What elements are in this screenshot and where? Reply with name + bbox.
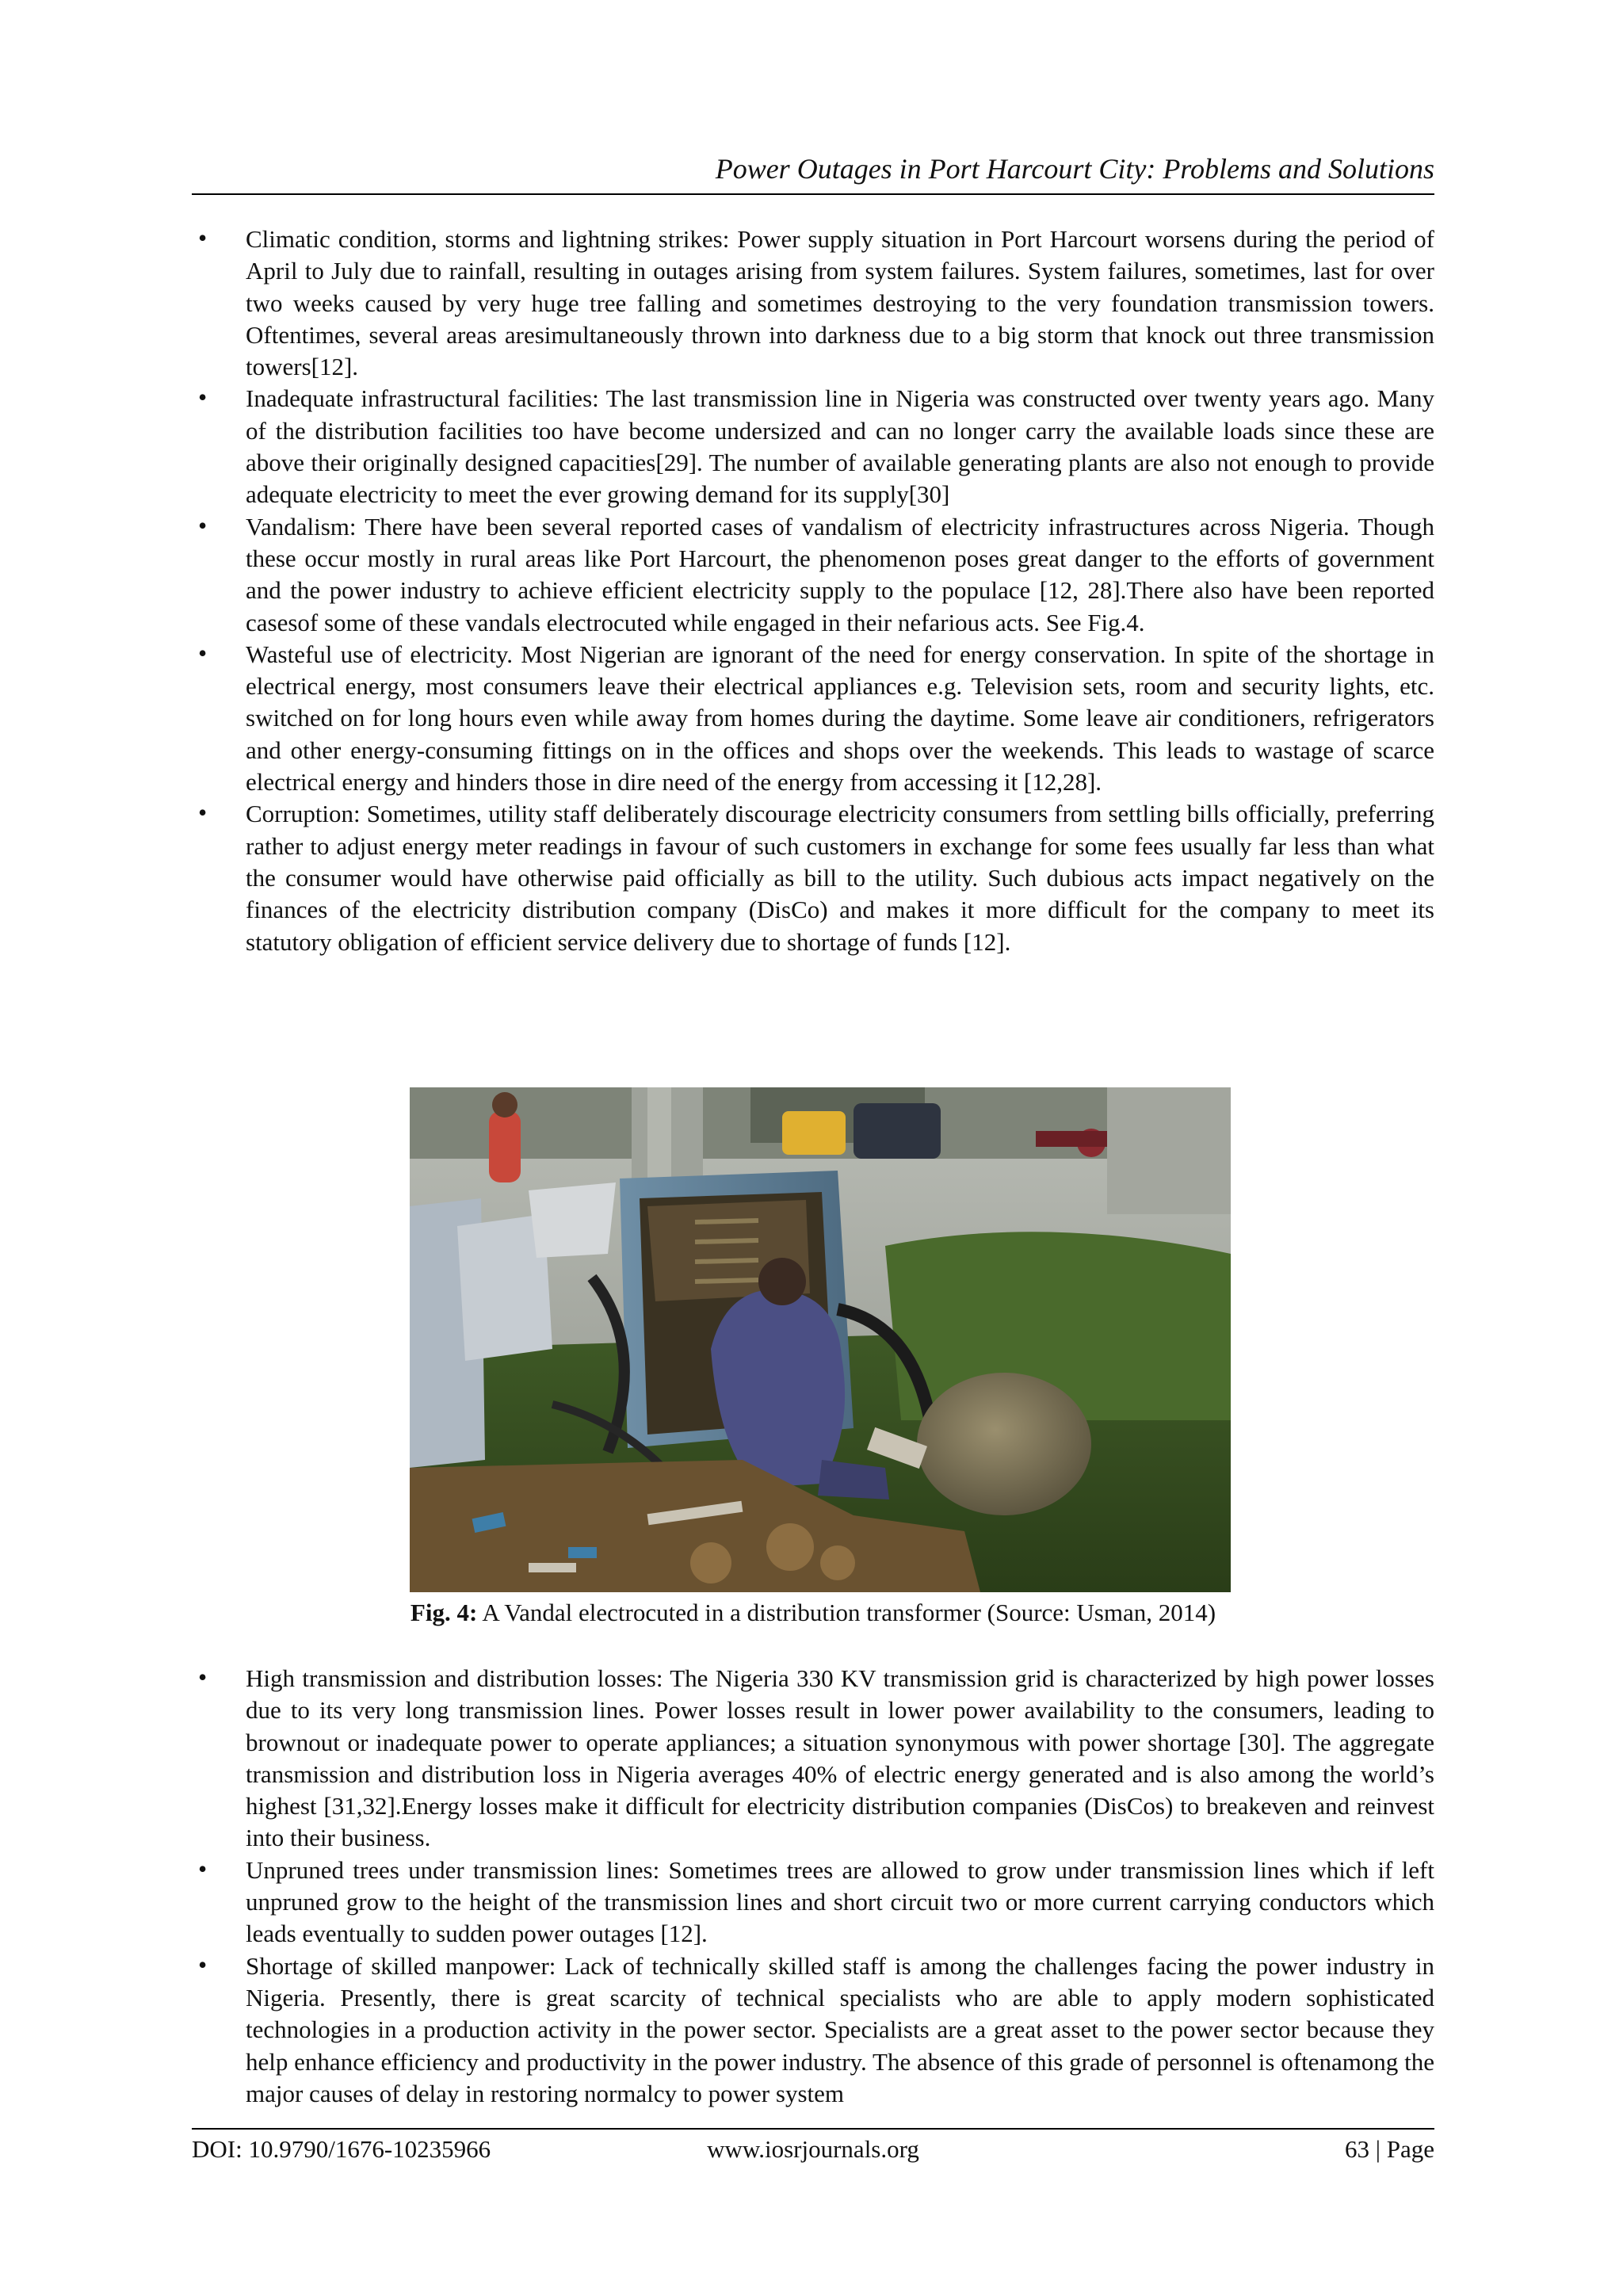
figure-label: Fig. 4:	[410, 1599, 478, 1626]
bullet-text-wasteful-use: • Wasteful use of electricity. Most Nigerian are ignorant of the need for energy conservation. In spite of the shortage in electrical energy, most consumers leave their electrical appliances e.g. Television sets, room and security lights, etc. switched on for long hours even while away from homes during the daytime. Some leave air conditioners, refrigerators and other energy-consuming fittings on in the offices and shops over the weekends. This leads to wastage of scarce electrical energy and hinders those in dire need of the energy from accessing it [12,28].	[246, 640, 1434, 797]
bullet-text-vandalism: • Vandalism: There have been several reported cases of vandalism of electricity infrastructures across Nigeria. Though these occur mostly in rural areas like Port Harcourt, the phenomenon poses great danger to the efforts of government and the power industry to achieve efficient electricity supply to the populace [12, 28].There also have been reported casesof some of these vandals electrocuted while engaged in their nefarious acts. See Fig.4.	[246, 512, 1434, 636]
footer-rule	[192, 2128, 1434, 2130]
page-footer	[192, 2134, 1434, 2165]
footer-website: www.iosrjournals.org	[707, 2135, 919, 2163]
bullet-text-unpruned-trees: • Unpruned trees under transmission lines: Sometimes trees are allowed to grow under transmission lines which if left unpruned grow to the height of the transmission lines and short circuit two or more current carrying conductors which leads eventually to sudden power outages [12].	[246, 1855, 1434, 1948]
footer-page-number: 63 | Page	[1345, 2135, 1434, 2163]
list-item	[192, 223, 1434, 383]
list-item	[192, 639, 1434, 798]
bullet-text-infrastructure: • Inadequate infrastructural facilities: The last transmission line in Nigeria was constructed over twenty years ago. Many of the distribution facilities too have become undersized and can no longer carry the available loads since these are above their originally designed capacities[29]. The number of available generating plants are also not enough to provide adequate electricity to meet the ever growing demand for its supply[30]	[246, 384, 1434, 509]
bullet-list-bottom	[192, 1663, 1434, 2110]
running-header: Power Outages in Port Harcourt City: Problems and Solutions	[715, 153, 1434, 185]
list-item	[192, 1663, 1434, 1855]
figure-photo	[410, 1087, 1231, 1592]
footer-doi: DOI: 10.9790/1676-10235966	[192, 2135, 491, 2163]
figure-caption-text: A Vandal electrocuted in a distribution transformer (Source: Usman, 2014)	[477, 1599, 1216, 1626]
list-item	[192, 798, 1434, 957]
list-item	[192, 1855, 1434, 1950]
list-item	[192, 1950, 1434, 2110]
figure-caption	[192, 1597, 1434, 1629]
header-rule	[192, 193, 1434, 195]
bullet-text-climatic: • Climatic condition, storms and lightning strikes: Power supply situation in Port Harcourt worsens during the period of April to July due to rainfall, resulting in outages arising from system failures. System failures, sometimes, last for over two weeks caused by very huge tree falling and sometimes destroying to the very foundation transmission towers. Oftentimes, several areas aresimultaneously thrown into darkness due to a big storm that knock out three transmission towers[12].	[246, 225, 1434, 381]
list-item	[192, 511, 1434, 639]
bullet-text-corruption: • Corruption: Sometimes, utility staff deliberately discourage electricity consumers from settling bills officially, preferring rather to adjust energy meter readings in favour of such customers in exchange for some fees usually far less than what the consumer would have otherwise paid officially as bill to the utility. Such dubious acts impact negatively on the finances of the electricity distribution company (DisCo) and makes it more difficult for the company to meet its statutory obligation of efficient service delivery due to shortage of funds [12].	[246, 800, 1434, 956]
list-item	[192, 383, 1434, 510]
bullet-list-top	[192, 223, 1434, 958]
bullet-text-losses: • High transmission and distribution losses: The Nigeria 330 KV transmission grid is characterized by high power losses due to its very long transmission lines. Power losses result in lower power availability to the consumers, leading to brownout or inadequate power to operate appliances; a situation synonymous with power shortage [30]. The aggregate transmission and distribution loss in Nigeria averages 40% of electric energy generated and is also among the world’s highest [31,32].Energy losses make it difficult for electricity distribution companies (DisCos) to breakeven and reinvest into their business.	[246, 1664, 1434, 1852]
bullet-text-manpower: • Shortage of skilled manpower: Lack of technically skilled staff is among the challenges facing the power industry in Nigeria. Presently, there is great scarcity of technical specialists who are able to apply modern sophisticated technologies in a production activity in the power sector. Specialists are a great asset to the power sector because they help enhance efficiency and productivity in the power industry. The absence of this grade of personnel is oftenamong the major causes of delay in restoring normalcy to power system	[246, 1951, 1434, 2107]
